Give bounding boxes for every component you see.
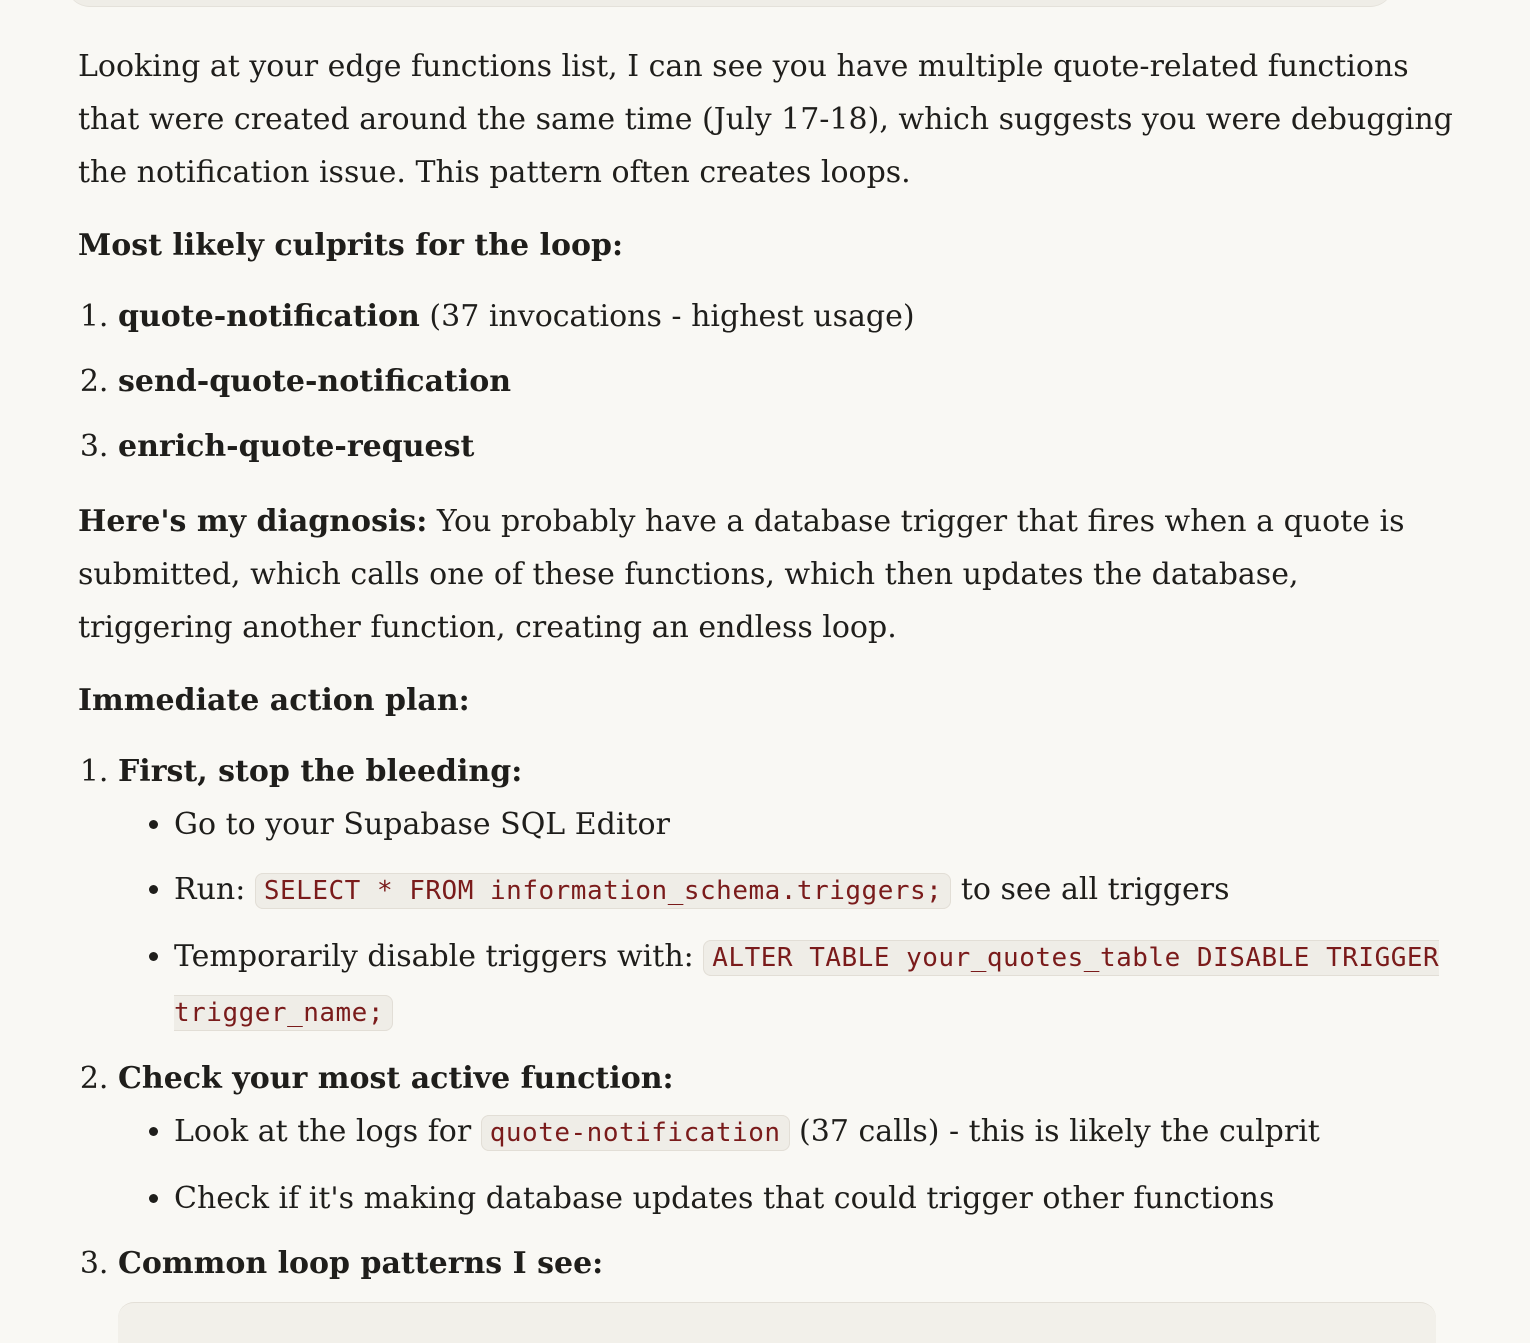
- diagnosis-paragraph: [78, 495, 1454, 654]
- list-item: [174, 1105, 1454, 1160]
- step-title: Check your most active function:: [118, 1061, 674, 1096]
- bullet-text: Temporarily disable triggers with:: [174, 939, 704, 974]
- culprits-list: [78, 290, 1454, 473]
- bullet-text: Look at the logs for: [174, 1114, 481, 1149]
- function-name: send-quote-notification: [118, 364, 512, 399]
- next-card-edge: [118, 1302, 1436, 1343]
- step-title: First, stop the bleeding:: [118, 754, 523, 789]
- step-title: Common loop patterns I see:: [118, 1246, 604, 1281]
- function-name: quote-notification: [118, 299, 420, 334]
- previous-card-edge: [66, 0, 1394, 7]
- list-item: • Check if it's making database updates that could trigger other functions: [174, 1172, 1454, 1225]
- culprits-heading: Most likely culprits for the loop:: [78, 228, 624, 263]
- list-item: • Go to your Supabase SQL Editor: [174, 798, 1454, 851]
- list-item: [174, 863, 1454, 918]
- list-item: [118, 355, 1454, 408]
- plan-step: [118, 1237, 1454, 1290]
- diagnosis-label: Here's my diagnosis:: [78, 504, 428, 539]
- intro-paragraph: Looking at your edge functions list, I can see you have multiple quote-related functions that were created around the same time (July 17-18), which suggests you were debugging the notification issue. This pattern often creates loops.: [78, 49, 1453, 190]
- inline-code: ALTER TABLE your_quotes_table DISABLE TRIGGER trigger_name;: [174, 940, 1439, 1031]
- inline-code: SELECT * FROM information_schema.triggers;: [255, 873, 951, 909]
- diagnosis-text: You probably have a database trigger that fires when a quote is submitted, which calls one of these functions, which then updates the database, triggering another function, creating an endless loop.: [78, 504, 1405, 645]
- action-plan-list: [78, 745, 1454, 1290]
- function-note: (37 invocations - highest usage): [419, 299, 915, 334]
- list-item: [118, 290, 1454, 343]
- assistant-message: [78, 40, 1454, 1302]
- list-item: [174, 930, 1454, 1040]
- bullet-text: to see all triggers: [951, 872, 1230, 907]
- bullet-text: Run:: [174, 872, 255, 907]
- plan-heading: Immediate action plan:: [78, 683, 470, 718]
- inline-code: quote-notification: [481, 1115, 790, 1151]
- list-item: [118, 420, 1454, 473]
- step-bullets: [118, 1105, 1454, 1225]
- plan-step: [118, 745, 1454, 1040]
- step-bullets: [118, 798, 1454, 1040]
- function-name: enrich-quote-request: [118, 429, 475, 464]
- plan-step: [118, 1052, 1454, 1225]
- bullet-text: (37 calls) - this is likely the culprit: [789, 1114, 1320, 1149]
